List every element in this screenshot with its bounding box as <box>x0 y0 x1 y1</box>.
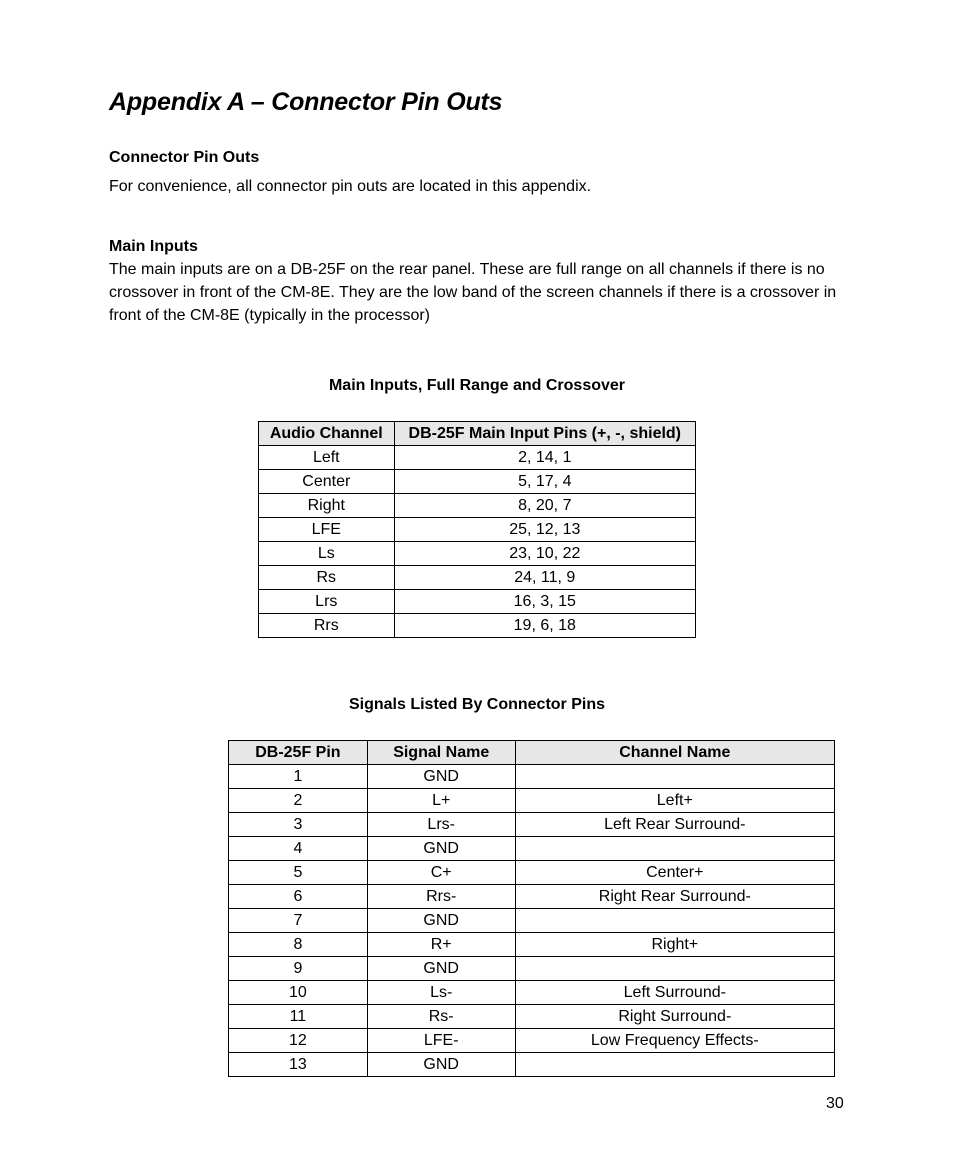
channel-name-cell: Low Frequency Effects- <box>515 1029 834 1053</box>
signal-name-cell: C+ <box>367 861 515 885</box>
table1-caption: Main Inputs, Full Range and Crossover <box>328 377 626 394</box>
table-row <box>229 837 835 861</box>
table-row <box>229 933 835 957</box>
audio-channel-cell: Ls <box>259 542 395 566</box>
signal-name-cell: GND <box>367 765 515 789</box>
input-pins-cell: 23, 10, 22 <box>394 542 695 566</box>
signal-name-cell: LFE- <box>367 1029 515 1053</box>
input-pins-cell: 8, 20, 7 <box>394 494 695 518</box>
pin-cell: 10 <box>229 981 368 1005</box>
connector-pin-outs-heading: Connector Pin Outs <box>109 149 260 166</box>
signal-name-cell: L+ <box>367 789 515 813</box>
table-row <box>259 494 696 518</box>
channel-name-cell <box>515 957 834 981</box>
pin-cell: 6 <box>229 885 368 909</box>
audio-channel-cell: Left <box>259 446 395 470</box>
input-pins-cell: 5, 17, 4 <box>394 470 695 494</box>
main-inputs-text: The main inputs are on a DB-25F on the rear panel. These are full range on all channels if there is no crossover in front of the CM-8E. They are the low band of the screen channels if there is a crossover in front of the CM-8E (typically in the processor) <box>109 261 837 324</box>
table-row <box>229 789 835 813</box>
table-row <box>259 542 696 566</box>
table-row <box>229 861 835 885</box>
table-row <box>259 446 696 470</box>
input-pins-cell: 16, 3, 15 <box>394 590 695 614</box>
page-title: Appendix A – Connector Pin Outs <box>109 88 503 116</box>
page-number: 30 <box>826 1095 844 1112</box>
column-header-channel-name: Channel Name <box>515 741 834 765</box>
table-row <box>229 981 835 1005</box>
input-pins-cell: 2, 14, 1 <box>394 446 695 470</box>
table-row <box>229 1005 835 1029</box>
pin-cell: 12 <box>229 1029 368 1053</box>
signal-name-cell: GND <box>367 909 515 933</box>
table2-caption: Signals Listed By Connector Pins <box>348 696 606 713</box>
main-inputs-table <box>258 421 696 638</box>
table-row <box>259 518 696 542</box>
audio-channel-cell: Center <box>259 470 395 494</box>
table-row <box>229 909 835 933</box>
pin-cell: 5 <box>229 861 368 885</box>
table-row <box>229 1029 835 1053</box>
column-header-db25f-main-input-pins: DB-25F Main Input Pins (+, -, shield) <box>394 422 695 446</box>
signals-by-pin-table <box>228 740 835 1077</box>
table-row <box>259 614 696 638</box>
column-header-db25f-pin: DB-25F Pin <box>229 741 368 765</box>
table-row <box>229 885 835 909</box>
input-pins-cell: 19, 6, 18 <box>394 614 695 638</box>
table-row <box>229 1053 835 1077</box>
channel-name-cell <box>515 765 834 789</box>
channel-name-cell: Right Rear Surround- <box>515 885 834 909</box>
pin-cell: 1 <box>229 765 368 789</box>
pin-cell: 9 <box>229 957 368 981</box>
channel-name-cell: Left Rear Surround- <box>515 813 834 837</box>
channel-name-cell: Right+ <box>515 933 834 957</box>
table-row <box>259 470 696 494</box>
pin-cell: 7 <box>229 909 368 933</box>
signal-name-cell: Rrs- <box>367 885 515 909</box>
channel-name-cell: Right Surround- <box>515 1005 834 1029</box>
connector-pin-outs-text: For convenience, all connector pin outs are located in this appendix. <box>109 178 592 195</box>
pin-cell: 3 <box>229 813 368 837</box>
main-inputs-heading: Main Inputs <box>109 238 198 255</box>
input-pins-cell: 25, 12, 13 <box>394 518 695 542</box>
pin-cell: 13 <box>229 1053 368 1077</box>
table-row <box>259 566 696 590</box>
signal-name-cell: Rs- <box>367 1005 515 1029</box>
table-header-row <box>229 741 835 765</box>
channel-name-cell <box>515 1053 834 1077</box>
table-row <box>259 590 696 614</box>
signal-name-cell: Ls- <box>367 981 515 1005</box>
signal-name-cell: GND <box>367 1053 515 1077</box>
table-header-row <box>259 422 696 446</box>
signal-name-cell: R+ <box>367 933 515 957</box>
column-header-audio-channel: Audio Channel <box>259 422 395 446</box>
signal-name-cell: GND <box>367 957 515 981</box>
pin-cell: 11 <box>229 1005 368 1029</box>
signal-name-cell: Lrs- <box>367 813 515 837</box>
channel-name-cell <box>515 909 834 933</box>
signal-name-cell: GND <box>367 837 515 861</box>
table-row <box>229 957 835 981</box>
audio-channel-cell: Rrs <box>259 614 395 638</box>
audio-channel-cell: Rs <box>259 566 395 590</box>
table-row <box>229 813 835 837</box>
audio-channel-cell: Right <box>259 494 395 518</box>
pin-cell: 8 <box>229 933 368 957</box>
pin-cell: 2 <box>229 789 368 813</box>
channel-name-cell: Left Surround- <box>515 981 834 1005</box>
channel-name-cell <box>515 837 834 861</box>
column-header-signal-name: Signal Name <box>367 741 515 765</box>
pin-cell: 4 <box>229 837 368 861</box>
channel-name-cell: Center+ <box>515 861 834 885</box>
channel-name-cell: Left+ <box>515 789 834 813</box>
table-row <box>229 765 835 789</box>
input-pins-cell: 24, 11, 9 <box>394 566 695 590</box>
audio-channel-cell: LFE <box>259 518 395 542</box>
audio-channel-cell: Lrs <box>259 590 395 614</box>
